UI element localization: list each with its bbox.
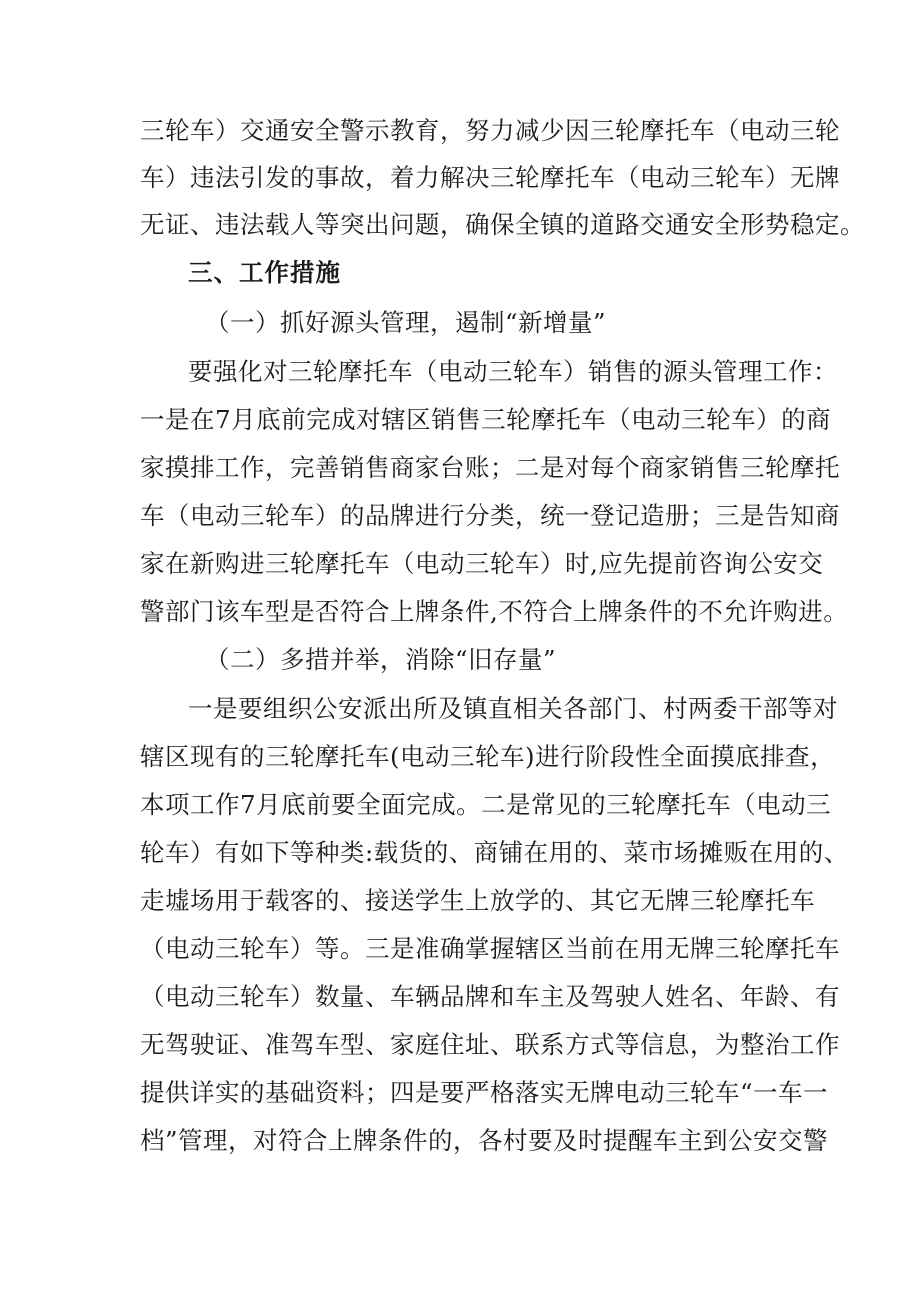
sub2-line-4: 轮车）有如下等种类:载货的、商铺在用的、菜市场摊贩在用的、: [140, 838, 849, 867]
sub2-line-6: （电动三轮车）等。三是准确掌握辖区当前在用无牌三轮摩托车: [140, 934, 840, 963]
sub1-line-6: 警部门该车型是否符合上牌条件,不符合上牌条件的不允许购进。: [140, 597, 849, 626]
section-heading: 三、工作措施: [188, 258, 341, 287]
sub1-line-3: 家摸排工作，完善销售商家台账；二是对每个商家销售三轮摩托: [140, 453, 840, 482]
sub2-line-7: （电动三轮车）数量、车辆品牌和车主及驾驶人姓名、年龄、有: [140, 982, 840, 1011]
subsection-2-title: （二）多措并举，消除“旧存量”: [205, 645, 557, 674]
sub2-line-5: 走墟场用于载客的、接送学生上放学的、其它无牌三轮摩托车: [140, 886, 815, 915]
sub1-line-1: 要强化对三轮摩托车（电动三轮车）销售的源头管理工作：: [188, 357, 838, 386]
sub2-line-3: 本项工作7月底前要全面完成。二是常见的三轮摩托车（电动三: [140, 790, 832, 819]
sub1-line-4: 车（电动三轮车）的品牌进行分类，统一登记造册；三是告知商: [140, 501, 840, 530]
sub2-line-2: 辖区现有的三轮摩托车(电动三轮车)进行阶段性全面摸底排查，: [140, 742, 836, 771]
sub1-line-2: 一是在7月底前完成对辖区销售三轮摩托车（电动三轮车）的商: [140, 405, 832, 434]
sub2-line-1: 一是要组织公安派出所及镇直相关各部门、村两委干部等对: [188, 694, 838, 723]
sub1-line-5: 家在新购进三轮摩托车（电动三轮车）时,应先提前咨询公安交: [140, 549, 824, 578]
sub2-line-8: 无驾驶证、准驾车型、家庭住址、联系方式等信息，为整治工作: [140, 1030, 840, 1059]
sub2-line-9: 提供详实的基础资料；四是要严格落实无牌电动三轮车“一车一: [140, 1078, 829, 1107]
intro-line-2: 车）违法引发的事故，着力解决三轮摩托车（电动三轮车）无牌: [140, 163, 840, 192]
intro-line-1: 三轮车）交通安全警示教育，努力减少因三轮摩托车（电动三轮: [140, 116, 840, 145]
subsection-1-title: （一）抓好源头管理，遏制“新增量”: [205, 308, 607, 337]
sub2-line-10: 档”管理，对符合上牌条件的，各村要及时提醒车主到公安交警: [140, 1126, 829, 1155]
intro-line-3: 无证、违法载人等突出问题，确保全镇的道路交通安全形势稳定。: [140, 210, 865, 239]
